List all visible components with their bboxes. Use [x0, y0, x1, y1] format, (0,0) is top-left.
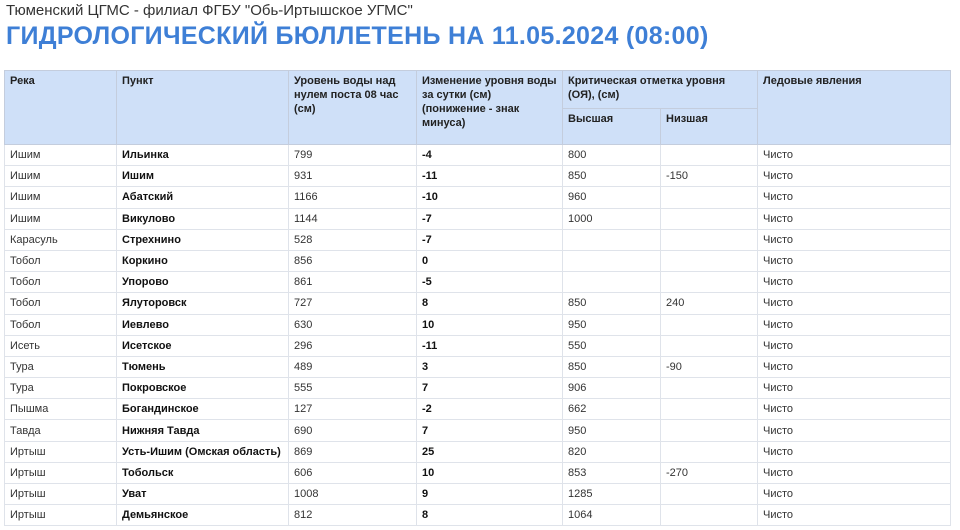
cell-point: Коркино: [117, 250, 289, 271]
cell-level: 1008: [289, 484, 417, 505]
cell-change: 3: [417, 356, 563, 377]
cell-change: -5: [417, 272, 563, 293]
cell-change: 7: [417, 420, 563, 441]
cell-critical-low: [661, 314, 758, 335]
cell-point: Усть-Ишим (Омская область): [117, 441, 289, 462]
cell-level: 489: [289, 356, 417, 377]
bulletin-title: ГИДРОЛОГИЧЕСКИЙ БЮЛЛЕТЕНЬ НА 11.05.2024 (08:00): [6, 22, 709, 50]
cell-critical-low: [661, 229, 758, 250]
cell-river: Ишим: [5, 208, 117, 229]
cell-critical-high: 850: [563, 356, 661, 377]
cell-level: 528: [289, 229, 417, 250]
cell-level: 856: [289, 250, 417, 271]
cell-change: 10: [417, 314, 563, 335]
header-level: Уровень воды над нулем поста 08 час (см): [289, 71, 417, 145]
cell-river: Ишим: [5, 187, 117, 208]
cell-ice: Чисто: [758, 208, 951, 229]
cell-point: Иевлево: [117, 314, 289, 335]
table-body: [5, 145, 951, 526]
cell-ice: Чисто: [758, 378, 951, 399]
cell-river: Ишим: [5, 166, 117, 187]
cell-level: 799: [289, 145, 417, 166]
cell-critical-low: [661, 399, 758, 420]
cell-river: Ишим: [5, 145, 117, 166]
hydrology-table: [4, 70, 951, 526]
cell-critical-low: [661, 420, 758, 441]
cell-critical-high: 1285: [563, 484, 661, 505]
cell-critical-low: [661, 335, 758, 356]
table-row: [5, 145, 951, 166]
table-row: [5, 441, 951, 462]
table-row: [5, 420, 951, 441]
cell-point: Стрехнино: [117, 229, 289, 250]
cell-river: Тавда: [5, 420, 117, 441]
cell-critical-high: 1064: [563, 505, 661, 526]
cell-critical-high: 662: [563, 399, 661, 420]
header-ice: Ледовые явления: [758, 71, 951, 145]
cell-change: 25: [417, 441, 563, 462]
cell-critical-high: 550: [563, 335, 661, 356]
table-row: [5, 250, 951, 271]
cell-point: Тюмень: [117, 356, 289, 377]
cell-level: 812: [289, 505, 417, 526]
cell-river: Тобол: [5, 250, 117, 271]
cell-level: 727: [289, 293, 417, 314]
cell-river: Иртыш: [5, 505, 117, 526]
cell-level: 555: [289, 378, 417, 399]
cell-ice: Чисто: [758, 335, 951, 356]
table-row: [5, 293, 951, 314]
cell-critical-low: [661, 484, 758, 505]
cell-ice: Чисто: [758, 484, 951, 505]
cell-point: Тобольск: [117, 462, 289, 483]
cell-critical-high: 950: [563, 420, 661, 441]
cell-level: 127: [289, 399, 417, 420]
cell-level: 931: [289, 166, 417, 187]
cell-change: 9: [417, 484, 563, 505]
cell-river: Тобол: [5, 272, 117, 293]
cell-point: Уват: [117, 484, 289, 505]
header-critical: Критическая отметка уровня (ОЯ), (см): [563, 71, 758, 109]
cell-critical-low: [661, 505, 758, 526]
cell-critical-low: [661, 441, 758, 462]
header-change: Изменение уровня воды за сутки (см) (понижение - знак минуса): [417, 71, 563, 145]
cell-river: Пышма: [5, 399, 117, 420]
cell-ice: Чисто: [758, 250, 951, 271]
cell-critical-low: [661, 208, 758, 229]
cell-critical-low: [661, 187, 758, 208]
table-row: [5, 484, 951, 505]
cell-critical-low: [661, 272, 758, 293]
cell-ice: Чисто: [758, 145, 951, 166]
cell-critical-low: -150: [661, 166, 758, 187]
header-critical-low: Низшая: [661, 109, 758, 145]
cell-change: -7: [417, 208, 563, 229]
cell-change: -11: [417, 335, 563, 356]
cell-river: Иртыш: [5, 484, 117, 505]
cell-ice: Чисто: [758, 187, 951, 208]
cell-change: -4: [417, 145, 563, 166]
cell-critical-low: -270: [661, 462, 758, 483]
organization-name: Тюменский ЦГМС - филиал ФГБУ "Обь-Иртышское УГМС": [6, 2, 413, 19]
cell-critical-high: 1000: [563, 208, 661, 229]
cell-change: 8: [417, 505, 563, 526]
table-row: [5, 208, 951, 229]
cell-river: Тура: [5, 378, 117, 399]
table-row: [5, 335, 951, 356]
cell-river: Тобол: [5, 293, 117, 314]
cell-critical-low: 240: [661, 293, 758, 314]
cell-ice: Чисто: [758, 229, 951, 250]
cell-critical-low: [661, 145, 758, 166]
cell-change: -10: [417, 187, 563, 208]
cell-critical-high: 820: [563, 441, 661, 462]
table-row: [5, 356, 951, 377]
cell-critical-high: 850: [563, 293, 661, 314]
cell-level: 861: [289, 272, 417, 293]
header-critical-high: Высшая: [563, 109, 661, 145]
cell-change: 8: [417, 293, 563, 314]
cell-critical-high: [563, 250, 661, 271]
cell-river: Тура: [5, 356, 117, 377]
cell-change: 10: [417, 462, 563, 483]
cell-river: Исеть: [5, 335, 117, 356]
cell-river: Иртыш: [5, 462, 117, 483]
cell-ice: Чисто: [758, 420, 951, 441]
cell-ice: Чисто: [758, 272, 951, 293]
table-row: [5, 399, 951, 420]
cell-river: Тобол: [5, 314, 117, 335]
cell-ice: Чисто: [758, 314, 951, 335]
table-row: [5, 462, 951, 483]
table-row: [5, 272, 951, 293]
cell-level: 606: [289, 462, 417, 483]
cell-point: Нижняя Тавда: [117, 420, 289, 441]
cell-ice: Чисто: [758, 356, 951, 377]
cell-point: Ишим: [117, 166, 289, 187]
header-river: Река: [5, 71, 117, 145]
cell-ice: Чисто: [758, 441, 951, 462]
table-row: [5, 187, 951, 208]
cell-change: -2: [417, 399, 563, 420]
bulletin-table-container: [4, 70, 950, 526]
cell-ice: Чисто: [758, 399, 951, 420]
table-row: [5, 378, 951, 399]
cell-change: -7: [417, 229, 563, 250]
cell-critical-high: [563, 229, 661, 250]
cell-point: Исетское: [117, 335, 289, 356]
cell-critical-high: 960: [563, 187, 661, 208]
cell-point: Богандинское: [117, 399, 289, 420]
cell-ice: Чисто: [758, 462, 951, 483]
cell-level: 1166: [289, 187, 417, 208]
cell-critical-low: [661, 250, 758, 271]
cell-critical-high: 800: [563, 145, 661, 166]
cell-river: Карасуль: [5, 229, 117, 250]
cell-point: Ильинка: [117, 145, 289, 166]
cell-ice: Чисто: [758, 293, 951, 314]
cell-critical-low: [661, 378, 758, 399]
cell-ice: Чисто: [758, 505, 951, 526]
cell-critical-high: [563, 272, 661, 293]
cell-critical-high: 950: [563, 314, 661, 335]
cell-critical-low: -90: [661, 356, 758, 377]
cell-change: -11: [417, 166, 563, 187]
table-row: [5, 166, 951, 187]
cell-change: 7: [417, 378, 563, 399]
cell-point: Упорово: [117, 272, 289, 293]
table-row: [5, 505, 951, 526]
cell-critical-high: 906: [563, 378, 661, 399]
cell-change: 0: [417, 250, 563, 271]
cell-point: Демьянское: [117, 505, 289, 526]
cell-critical-high: 853: [563, 462, 661, 483]
cell-level: 630: [289, 314, 417, 335]
cell-critical-high: 850: [563, 166, 661, 187]
table-row: [5, 314, 951, 335]
cell-point: Викулово: [117, 208, 289, 229]
header-point: Пункт: [117, 71, 289, 145]
cell-level: 296: [289, 335, 417, 356]
cell-level: 690: [289, 420, 417, 441]
cell-level: 869: [289, 441, 417, 462]
cell-level: 1144: [289, 208, 417, 229]
table-row: [5, 229, 951, 250]
cell-river: Иртыш: [5, 441, 117, 462]
cell-point: Ялуторовск: [117, 293, 289, 314]
cell-point: Абатский: [117, 187, 289, 208]
cell-point: Покровское: [117, 378, 289, 399]
cell-ice: Чисто: [758, 166, 951, 187]
